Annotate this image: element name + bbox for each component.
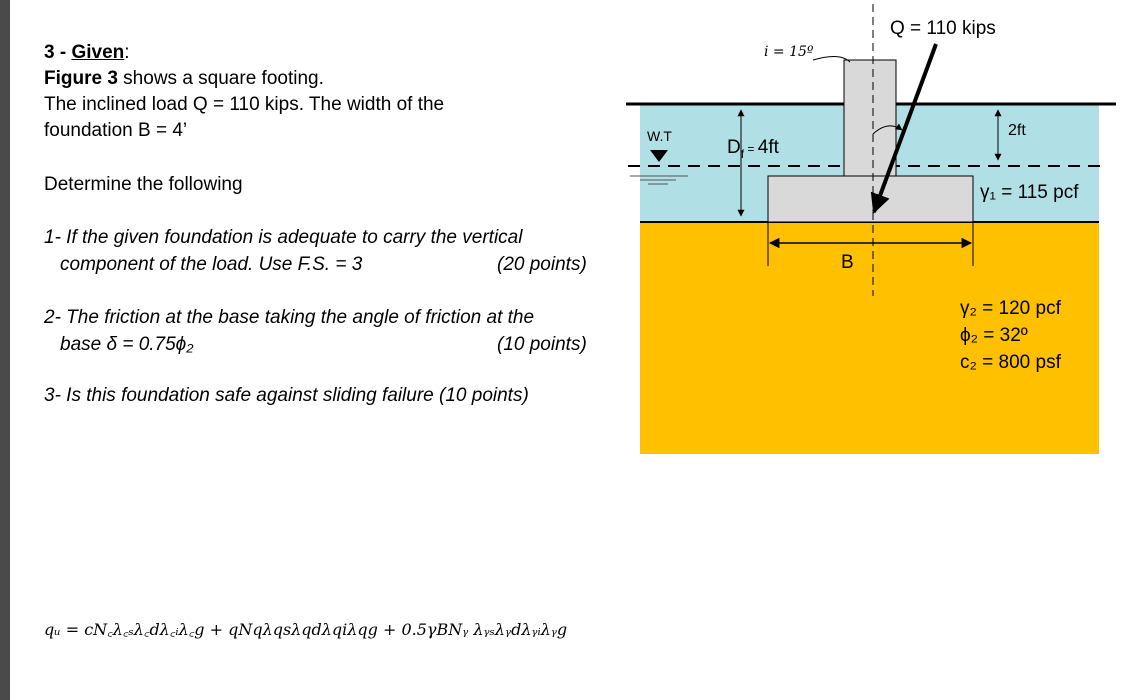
question-1-points: (20 points) — [497, 254, 587, 275]
c2-label: c₂ = 800 psf — [960, 352, 1061, 373]
question-3: 3- Is this foundation safe against sliding failure (10 points) — [44, 385, 529, 406]
determine-text: Determine the following — [44, 174, 243, 195]
question-1-line-2: component of the load. Use F.S. = 3 — [60, 254, 363, 275]
soil-layer — [640, 222, 1099, 454]
figure-ref: Figure 3 — [44, 68, 118, 89]
b-label: B — [841, 252, 854, 273]
phi2-label: ϕ₂ = 32º — [960, 325, 1028, 346]
angle-label: i = 15º — [764, 44, 814, 60]
heading-colon: : — [124, 42, 130, 63]
water-table-label: W.T — [647, 128, 672, 144]
df-label: $D_f$ = 4ft — [727, 137, 779, 161]
question-2-line-2: base δ = 0.75ϕ₂ — [60, 334, 194, 355]
question-2-line-1: 2- The friction at the base taking the angle of friction at the — [44, 307, 535, 328]
problem-line-3: foundation B = 4’ — [44, 120, 188, 141]
column — [844, 60, 896, 176]
problem-line-2: The inclined load Q = 110 kips. The width of the — [44, 94, 445, 115]
line1-rest: shows a square footing. — [117, 68, 324, 89]
question-1-line-1: 1- If the given foundation is adequate to carry the vertical — [44, 227, 523, 248]
heading-number: 3 - — [44, 42, 72, 63]
gamma1-label: γ₁ = 115 pcf — [980, 182, 1079, 203]
bearing-capacity-formula: qᵤ = cN꜀λ꜀ₛλ꜀dλ꜀ᵢλ꜀g + qNqλqsλqdλqiλqg + 0.5γBNᵧ λᵧₛλᵧdλᵧᵢλᵧg — [44, 620, 568, 639]
load-label: Q = 110 kips — [890, 18, 996, 39]
two-ft-label: 2ft — [1008, 122, 1026, 139]
heading-given: Given — [71, 42, 125, 63]
footing-base — [768, 176, 973, 222]
gamma2-label: γ₂ = 120 pcf — [960, 298, 1061, 319]
question-2-points: (10 points) — [497, 334, 587, 355]
